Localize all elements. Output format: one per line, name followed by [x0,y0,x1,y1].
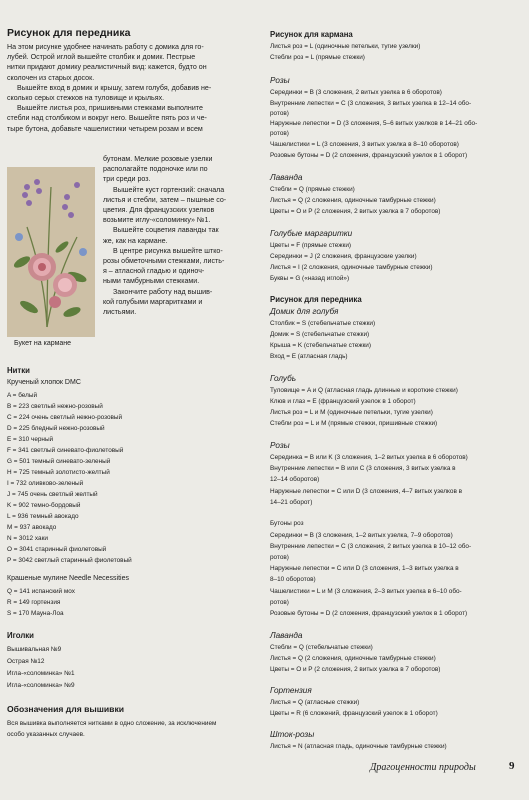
thread-item: C = 224 очень светлый нежно-розовый [7,414,123,421]
legend-heading: Обозначения для вышивки [7,704,125,714]
side-line: бутонам. Мелкие розовые узелки [103,155,213,163]
section-line: Цветы = O и P (2 сложения, 2 витых узелка в 7 оборотов) [270,208,441,215]
section-title: Шток-розы [270,730,315,739]
section-line: Домик = S (стебельчатые стежки) [270,331,370,338]
section-line: Вход = E (атласная гладь) [270,353,348,360]
section-title: Голубь [270,374,297,383]
photo-side-paragraph [103,154,258,317]
bouquet-illustration [7,167,95,337]
section-line: Чашелистики = L (3 сложения, 3 витых узелка в 8–10 оборотов) [270,141,459,148]
intro-line: нитки придают домику реалистичный вид: кажется, будто он [7,63,207,72]
section-line: Листья = Q (атласные стежки) [270,699,360,706]
side-line: ными тамбурными стежками. [103,277,200,286]
side-line: Вышейте куст гортензий: сначала [113,185,225,194]
legend-line: Вся вышивка выполняется нитками в одно сложение, за исключением [7,720,217,727]
intro-paragraph [7,42,257,134]
section-title: Голубые маргаритки [270,229,353,238]
pocket-bouquet-photo [7,167,95,337]
section-line: Крыша = K (стебельчатые стежки) [270,342,371,349]
section-line: Цветы = R (6 сложений, французский узелок в 1 оборот) [270,710,438,717]
section-line: Стебли = Q (прямые стежки) [270,186,355,193]
side-line: В центре рисунка вышейте штко- [113,246,223,255]
section-line: Внутренние лепестки = C (3 сложения, 2 витых узелка в 10–12 обо- [270,543,472,550]
intro-line: Вышейте листья роз, пришивными стежками выполните [17,104,203,113]
section-title: Домик для голубя [270,307,339,316]
threads-brand: Крученый хлопок DMC [7,379,81,386]
apron-design-title: Рисунок для передника [7,27,131,39]
section-line: Листья роз = L и M (одиночные петельки, тугие узелки) [270,409,433,416]
side-line: кой голубыми маргаритками и [103,297,203,306]
section-line: Наружные лепестки = D (3 сложения, 5–6 витых узелков в 14–21 обо- [270,120,478,127]
intro-line: лубей. Острой иглой вышейте столбик и домик. Пестрые [7,53,196,62]
thread-item: P = 3042 светлый старинный фиолетовый [7,557,132,564]
section-line: 14–21 оборот) [270,499,313,506]
section-line: Туловище = A и Q (атласная гладь длинные и короткие стежки) [270,387,458,394]
section-line: Столбик = S (стебельчатые стежки) [270,320,376,327]
needle-item: Игла-«соломинка» №9 [7,682,75,689]
section-line: Чашелистики = L и M (3 сложения, 2–3 витых узелка в 6–10 обо- [270,588,462,595]
needle-item: Игла-«соломинка» №1 [7,670,75,677]
pocket-line: Листья роз = L (одиночные петельки, тугие узелки) [270,43,421,50]
thread-item: A = белый [7,392,38,399]
thread-item: G = 501 темный синевато-зеленый [7,458,111,465]
side-line: Закончите работу над вышив- [113,287,213,296]
section-line: ротов) [270,130,289,137]
side-line: цветия. Для французских узелков [103,206,215,215]
threads-brand-2: Крашеные мулине Needle Necessities [7,575,129,582]
intro-line: Вышейте вход в домик и крышу, затем голубя, добавив не- [17,83,212,92]
apron-section-title: Рисунок для передника [270,295,362,304]
intro-line: сколько серых стежков на туловище и крыльях. [7,94,165,103]
side-line: листья и стебли, затем – пышные со- [103,195,227,204]
side-line: листьями. [103,308,137,317]
section-title: Лаванда [270,631,303,640]
thread-item: L = 936 темный авокадо [7,513,79,520]
section-title: Лаванда [270,173,303,182]
side-line: же, как на кармане. [103,236,168,245]
side-line: розы обметочными стежками, листь- [103,257,225,266]
thread-item: S = 170 Мауна-Лоа [7,610,64,617]
section-line: Наружные лепестки = C или D (3 сложения, 1–3 витых узелка в [270,565,459,572]
section-line: Розовые бутоны = D (2 сложения, французский узелок в 1 оборот) [270,152,468,159]
needles-heading: Иголки [7,631,34,640]
thread-item: R = 149 гортензия [7,599,61,606]
section-line: 12–14 оборотов) [270,476,320,483]
side-line: три среди роз. [103,175,151,184]
side-line: располагайте подоночке или по [103,165,208,174]
thread-item: J = 745 очень светлый желтый [7,491,98,498]
needle-item: Вышивальная №9 [7,646,62,653]
pocket-design-title: Рисунок для кармана [270,30,353,39]
section-title: Розы [270,441,290,450]
section-title: Розы [270,76,290,85]
thread-item: E = 310 черный [7,436,54,443]
section-line: Клюв и глаз = E (французский узелок в 1 оборот) [270,398,416,405]
thread-item: M = 937 авокадо [7,524,57,531]
side-line: Вышейте соцветия лаванды так [113,226,219,235]
thread-item: O = 3041 старинный фиолетовый [7,546,107,553]
thread-item: Q = 141 испанский мох [7,588,75,595]
section-line: 8–10 оборотов) [270,576,316,583]
thread-item: F = 341 светлый синевато-фиолетовый [7,447,124,454]
section-line: Цветы = O и P (2 сложения, 2 витых узелка в 7 оборотов) [270,666,441,673]
side-line: я – атласной гладью и одиноч- [103,267,205,276]
side-line: возьмите иглу-«соломинку» №1. [103,216,211,225]
section-line: Серединка = B или K (3 сложения, 1–2 витых узелка в 6 оборотов) [270,454,468,461]
needle-item: Острая №12 [7,658,45,665]
threads-heading: Нитки [7,366,30,375]
thread-item: D = 225 бледный нежно-розовый [7,425,105,432]
legend-line: особо указанных случаев. [7,731,85,738]
section-line: Буквы = G («назад иглой») [270,275,350,282]
section-line: Листья = Q (2 сложения, одиночные тамбурные стежки) [270,197,436,204]
section-line: Стебли = Q (стебельчатые стежки) [270,644,373,651]
section-line: Наружные лепестки = C или D (3 сложения, 4–7 витых узелков в [270,488,463,495]
section-line: Внутренние лепестки = B или C (3 сложения, 3 витых узелка в [270,465,456,472]
section-line: Серединки = B (3 сложения, 1–2 витых узелка, 7–9 оборотов) [270,532,453,539]
section-line: ротов) [270,554,289,561]
section-title: Гортензия [270,686,312,695]
section-line: Листья = N (атласная гладь, одиночные тамбурные стежки) [270,743,447,750]
section-line: ротов) [270,110,289,117]
section-line: ротов) [270,599,289,606]
intro-line: тыре бутона, добавьте чашелистики четырем розам и всем [7,124,203,133]
section-line: Стебли роз = L и M (прямые стежки, пришивные стежки) [270,420,438,427]
thread-item: B = 223 светлый нежно-розовый [7,403,103,410]
section-line: Листья = Q (2 сложения, одиночные тамбурные стежки) [270,655,436,662]
section-line: Листья = I (2 сложения, одиночные тамбурные стежки) [270,264,433,271]
intro-line: стебли над столбиком и вокруг него. Вышейте пять роз и че- [7,114,207,123]
section-line: Цветы = F (прямые стежки) [270,242,352,249]
page-number: 9 [509,760,515,772]
pocket-line: Стебли роз = L (прямые стежки) [270,54,365,61]
section-line: Внутренние лепестки = C (3 сложения, 3 витых узелка в 12–14 обо- [270,100,472,107]
rose-buds-label: Бутоны роз [270,520,304,527]
thread-item: K = 902 темно-бордовый [7,502,81,509]
thread-item: I = 732 оливково-зеленый [7,480,84,487]
thread-item: H = 725 темный золотисто-желтый [7,469,110,476]
thread-item: N = 3012 хаки [7,535,48,542]
running-footer-title: Драгоценности природы [370,762,476,773]
section-line: Серединки = B (3 сложения, 2 витых узелка в 6 оборотов) [270,89,442,96]
section-line: Серединки = J (2 сложения, французские узелки) [270,253,417,260]
photo-caption: Букет на кармане [14,340,72,347]
intro-line: На этом рисунке удобнее начинать работу с домика для го- [7,43,204,51]
intro-line: сколочен из старых досок. [7,73,95,82]
section-line: Розовые бутоны = D (2 сложения, французский узелок в 1 оборот) [270,610,468,617]
